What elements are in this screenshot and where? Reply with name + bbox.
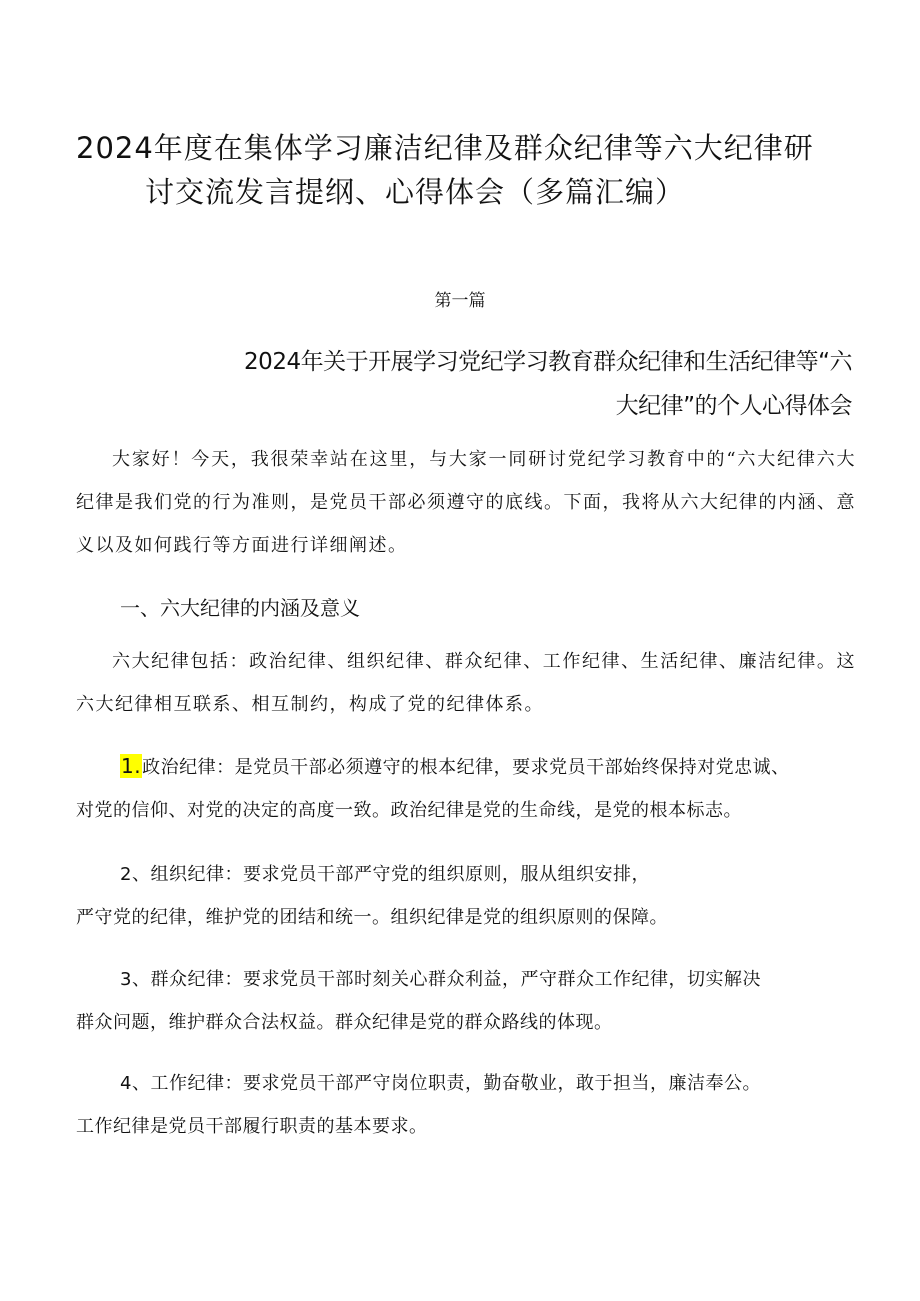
article-subtitle: [132, 340, 852, 428]
list-item-number: 3、: [120, 969, 151, 990]
list-item-text: 工作纪律：要求党员干部严守岗位职责，勤奋敬业，敢于担当，廉洁奉公。: [150, 1073, 761, 1094]
list-item: [76, 745, 866, 832]
document-title: [76, 126, 876, 214]
list-item-line1: [76, 745, 866, 789]
section-label: 第一篇: [434, 291, 486, 311]
article-subtitle-line1: 2024年关于开展学习党纪学习教育群众纪律和生活纪律等“六: [244, 349, 852, 375]
list-item-number: 4、: [120, 1073, 151, 1094]
list-item-line2: 群众问题，维护群众合法权益。群众纪律是党的群众路线的体现。: [76, 1012, 613, 1033]
list-item-text: 群众纪律：要求党员干部时刻关心群众利益，严守群众工作纪律，切实解决: [150, 969, 761, 990]
list-item-text: 政治纪律：是党员干部必须遵守的根本纪律，要求党员干部始终保持对党忠诚、: [142, 757, 790, 778]
list-item-line1: [76, 1062, 866, 1105]
list-item: [76, 958, 866, 1044]
overview-paragraph: 六大纪律包括：政治纪律、组织纪律、群众纪律、工作纪律、生活纪律、廉洁纪律。这六大纪律相互联系、相互制约，构成了党的纪律体系。: [76, 651, 856, 715]
intro-paragraph: 大家好！今天，我很荣幸站在这里，与大家一同研讨党纪学习教育中的“六大纪律六大纪律是我们党的行为准则，是党员干部必须遵守的底线。下面，我将从六大纪律的内涵、意义以及如何践行等方面进行详细阐述。: [76, 449, 856, 556]
document-title-line1: 2024年度在集体学习廉洁纪律及群众纪律等六大纪律研: [76, 131, 814, 165]
section-heading: 一、六大纪律的内涵及意义: [120, 596, 360, 620]
article-subtitle-line2: 大纪律”的个人心得体会: [615, 393, 852, 419]
list-item-number: 2、: [120, 864, 151, 885]
list-item-line2: 对党的信仰、对党的决定的高度一致。政治纪律是党的生命线，是党的根本标志。: [76, 800, 742, 821]
list-item-text: 组织纪律：要求党员干部严守党的组织原则，服从组织安排，: [150, 864, 650, 885]
document-title-line2: 讨交流发言提纲、心得体会（多篇汇编）: [145, 175, 686, 209]
list-item: [76, 853, 866, 939]
list-item-line2: 工作纪律是党员干部履行职责的基本要求。: [76, 1116, 428, 1137]
list-item: [76, 1062, 866, 1148]
list-item-line1: [76, 958, 866, 1001]
list-item-line2: 严守党的纪律，维护党的团结和统一。组织纪律是党的组织原则的保障。: [76, 907, 668, 928]
list-item-line1: [76, 853, 866, 896]
list-item-number: 1.: [121, 754, 142, 778]
